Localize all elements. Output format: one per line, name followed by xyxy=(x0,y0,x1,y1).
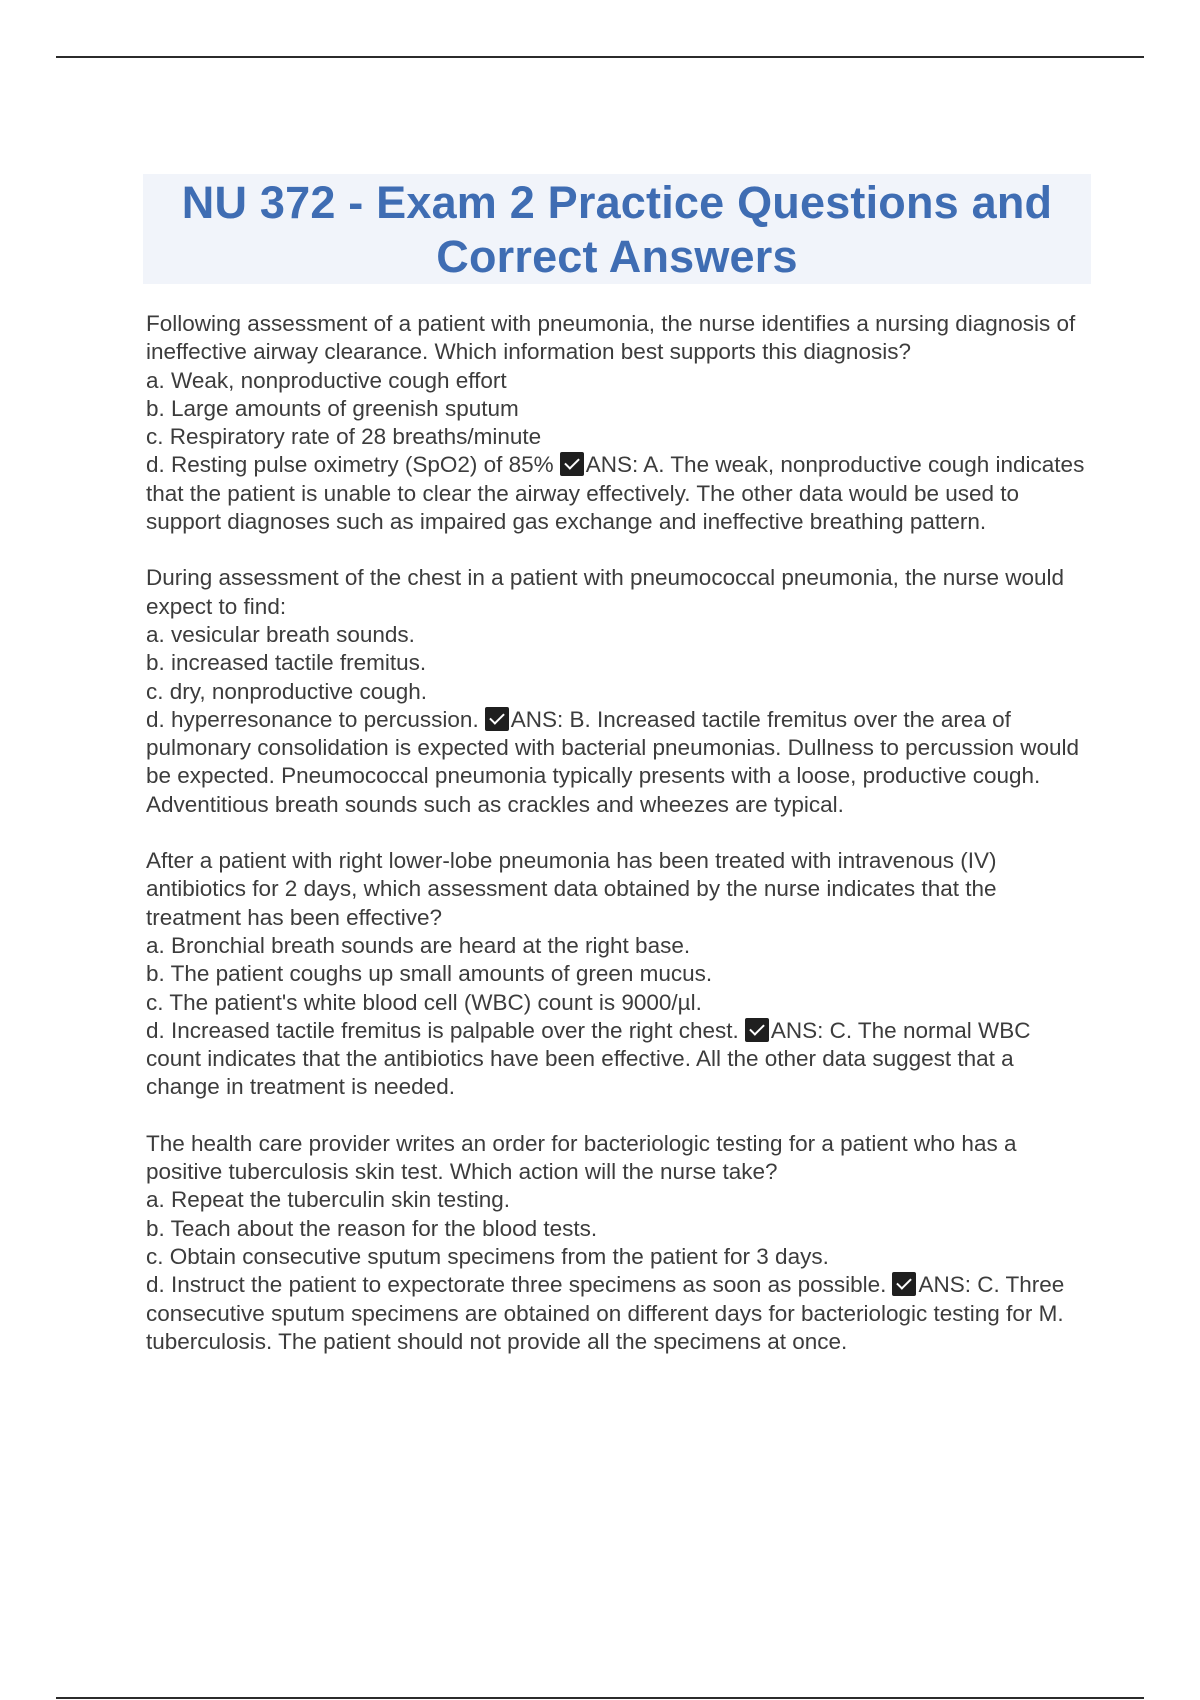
answer-option: a. vesicular breath sounds. xyxy=(146,621,415,647)
check-box-icon xyxy=(485,707,509,731)
answer-explanation: ANS: C. The normal WBC count indicates that the antibiotics have been effective. All the other data suggest that a change in treatment is needed. xyxy=(146,1017,1031,1100)
check-box-icon xyxy=(745,1018,769,1042)
bottom-rule xyxy=(56,1697,1144,1699)
question-block-1 xyxy=(146,310,1086,536)
questions-body xyxy=(146,310,1086,1384)
answer-explanation: ANS: C. Three consecutive sputum specimens are obtained on different days for bacteriologic testing for M. tuberculosis. The patient should not provide all the specimens at once. xyxy=(146,1272,1065,1354)
answer-explanation: ANS: B. Increased tactile fremitus over the area of pulmonary consolidation is expected with bacterial pneumonias. Dullness to percussion would be expected. Pneumococcal pneumonia typically presents with a loose, productive cough. Adventitious breath sounds such as crackles and wheezes are typical. xyxy=(146,706,1080,817)
answer-option: d. Increased tactile fremitus is palpable over the right chest. xyxy=(146,1017,739,1043)
answer-option: d. Instruct the patient to expectorate three specimens as soon as possible. xyxy=(146,1272,887,1298)
check-box-icon xyxy=(560,452,584,476)
question-block-4 xyxy=(146,1130,1086,1356)
check-box-icon xyxy=(892,1272,916,1296)
answer-option: b. The patient coughs up small amounts of green mucus. xyxy=(146,961,713,987)
answer-option: c. Obtain consecutive sputum specimens from the patient for 3 days. xyxy=(146,1243,829,1269)
question-block-3 xyxy=(146,847,1086,1102)
question-stem: The health care provider writes an order for bacteriologic testing for a patient who has a positive tuberculosis skin test. Which action will the nurse take? xyxy=(146,1130,1017,1185)
question-stem: After a patient with right lower-lobe pneumonia has been treated with intravenous (IV) antibiotics for 2 days, which assessment data obtained by the nurse indicates that the treatment has been effective? xyxy=(146,848,997,930)
top-rule xyxy=(56,56,1144,58)
answer-option: d. hyperresonance to percussion. xyxy=(146,706,479,732)
answer-option: b. Teach about the reason for the blood tests. xyxy=(146,1215,598,1241)
answer-option-last xyxy=(146,1017,1086,1102)
answer-explanation: ANS: A. The weak, nonproductive cough indicates that the patient is unable to clear the airway effectively. The other data would be used to support diagnoses such as impaired gas exchange and ineffective breathing pattern. xyxy=(146,452,1085,535)
answer-option: b. increased tactile fremitus. xyxy=(146,650,427,676)
answer-option: c. The patient's white blood cell (WBC) count is 9000/µl. xyxy=(146,989,702,1015)
document-title: NU 372 - Exam 2 Practice Questions and Correct Answers xyxy=(181,177,1053,282)
answer-option: c. dry, nonproductive cough. xyxy=(146,678,427,704)
answer-option: b. Large amounts of greenish sputum xyxy=(146,395,519,421)
answer-option-last xyxy=(146,451,1086,536)
title-banner xyxy=(143,174,1091,284)
answer-option-last xyxy=(146,706,1086,819)
answer-option: a. Repeat the tuberculin skin testing. xyxy=(146,1187,510,1213)
answer-option: a. Bronchial breath sounds are heard at the right base. xyxy=(146,932,691,958)
question-stem: Following assessment of a patient with pneumonia, the nurse identifies a nursing diagnosis of ineffective airway clearance. Which information best supports this diagnosis? xyxy=(146,311,1076,365)
question-block-2 xyxy=(146,564,1086,819)
question-stem: During assessment of the chest in a patient with pneumococcal pneumonia, the nurse would expect to find: xyxy=(146,565,1065,619)
answer-option: d. Resting pulse oximetry (SpO2) of 85% xyxy=(146,452,554,478)
answer-option-last xyxy=(146,1271,1086,1356)
answer-option: c. Respiratory rate of 28 breaths/minute xyxy=(146,424,542,450)
answer-option: a. Weak, nonproductive cough effort xyxy=(146,367,507,393)
